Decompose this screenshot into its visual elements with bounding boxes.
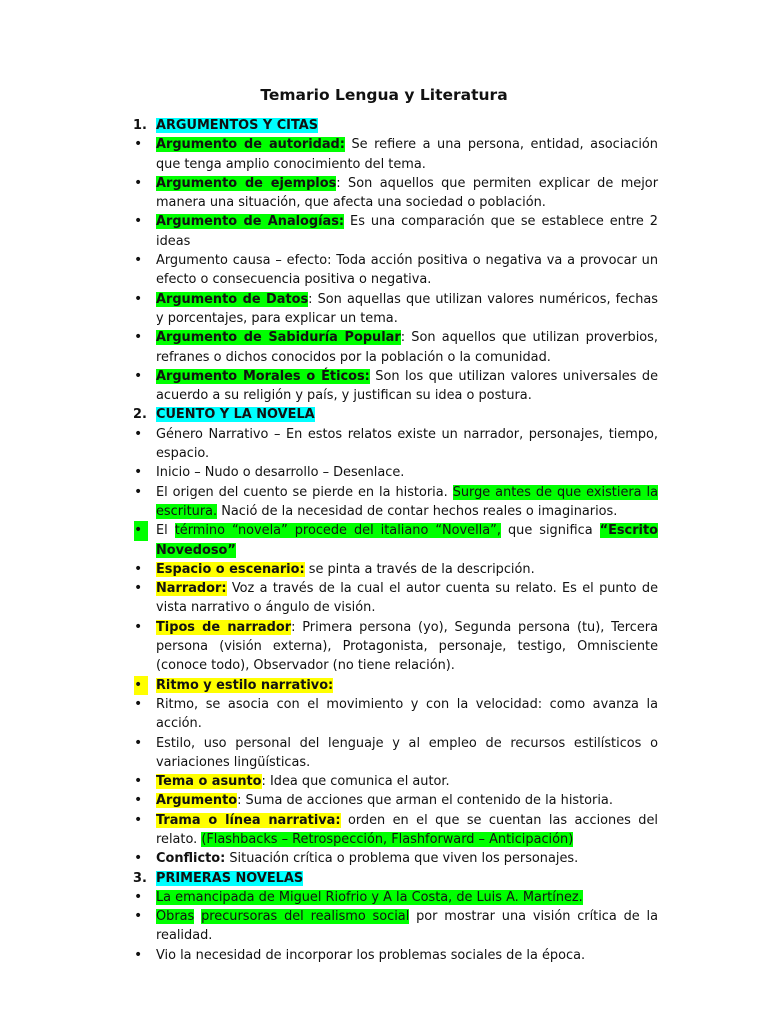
item-text: Vio la necesidad de incorporar los problemas sociales de la época. xyxy=(156,947,586,963)
list-item xyxy=(133,521,658,560)
section-heading-1 xyxy=(133,116,658,135)
section-title: ARGUMENTOS Y CITAS xyxy=(156,118,319,133)
term: Argumento de autoridad: xyxy=(156,137,345,153)
list-item xyxy=(133,907,658,946)
list-item xyxy=(133,328,658,367)
bullet-icon: • xyxy=(134,695,143,712)
bullet-icon: • xyxy=(134,811,143,828)
list-item xyxy=(133,367,658,406)
item-text: Son los que utilizan valores universales de acuerdo a su religión y país, y justifican su idea o postura. xyxy=(156,368,658,404)
term: Trama o línea narrativa: xyxy=(156,812,341,828)
item-text: orden en el que se cuentan las acciones del relato. xyxy=(156,812,658,847)
section-title: PRIMERAS NOVELAS xyxy=(156,870,304,886)
term: Argumento de ejemplos xyxy=(156,175,337,191)
list-item xyxy=(133,560,658,579)
item-text: por mostrar una visión crítica de la realidad. xyxy=(156,909,658,944)
term: Tema o asunto xyxy=(156,774,262,790)
term: Tipos de narrador xyxy=(156,619,292,635)
section-heading-3 xyxy=(133,869,658,888)
term: Argumento de Datos xyxy=(156,291,309,307)
list-item xyxy=(133,463,658,482)
bullet-icon: • xyxy=(134,850,143,867)
bullet-icon: • xyxy=(134,252,143,269)
bullet-icon: • xyxy=(134,888,143,905)
section-number: 2. xyxy=(133,407,147,423)
highlighted-text: Surge antes de que existiera la escritura. xyxy=(156,484,658,519)
item-text: : Suma de acciones que arman el contenido de la historia. xyxy=(237,793,613,809)
item-text: Situación crítica o problema que viven los personajes. xyxy=(225,851,579,867)
highlighted-text: término “novela” procede del italiano “Novella”, xyxy=(174,523,501,539)
list-item xyxy=(133,483,658,522)
term: Argumento de Sabiduría Popular xyxy=(156,330,401,346)
item-text: Ritmo, se asocia con el movimiento y con la velocidad: como avanza la acción. xyxy=(156,696,658,732)
item-text: : Son aquellas que utilizan valores numéricos, fechas y porcentajes, para explicar un tema. xyxy=(156,291,658,326)
item-text: que significa xyxy=(500,523,600,539)
bullet-icon: • xyxy=(134,560,143,577)
section-title: CUENTO Y LA NOVELA xyxy=(156,407,315,423)
highlighted-text: precursoras del realismo social xyxy=(201,909,410,925)
term: Narrador: xyxy=(156,581,227,597)
bullet-icon: • xyxy=(134,174,143,191)
list-item xyxy=(133,695,658,734)
term: Conflicto: xyxy=(156,851,226,867)
item-text: El xyxy=(156,523,175,539)
bullet-icon: • xyxy=(134,792,143,809)
bullet-icon: • xyxy=(134,136,143,153)
item-text: Nació de la necesidad de contar hechos reales o imaginarios. xyxy=(217,503,618,519)
bullet-icon: • xyxy=(134,676,148,695)
list-item xyxy=(133,811,658,850)
list-item xyxy=(133,174,658,213)
term: Ritmo y estilo narrativo: xyxy=(156,677,334,693)
bullet-icon: • xyxy=(134,618,143,635)
list-item xyxy=(133,251,658,290)
bullet-icon: • xyxy=(134,367,143,384)
bullet-icon: • xyxy=(134,464,143,481)
list-item xyxy=(133,212,658,251)
bullet-icon: • xyxy=(134,773,143,790)
list-item xyxy=(133,676,658,695)
highlighted-text: Obras xyxy=(156,909,195,925)
bullet-icon: • xyxy=(134,483,143,500)
list-item xyxy=(133,135,658,174)
bullet-icon: • xyxy=(134,580,143,597)
section-heading-2 xyxy=(133,405,658,424)
bullet-icon: • xyxy=(134,329,143,346)
term: Argumento de Analogías: xyxy=(156,214,345,230)
highlighted-text: La emancipada de Miguel Riofrio y A la Costa, de Luis A. Martínez. xyxy=(156,889,583,905)
bullet-icon: • xyxy=(134,521,148,540)
section-number: 1. xyxy=(133,118,147,133)
list-item xyxy=(133,290,658,329)
item-text: : Idea que comunica el autor. xyxy=(261,774,450,790)
item-text: : Primera persona (yo), Segunda persona (tu), Tercera persona (visión externa), Protagonista, personaje, testigo, Omnisciente (conoce todo), Observador (no tiene relación). xyxy=(156,619,658,674)
document-body xyxy=(133,116,658,965)
bullet-icon: • xyxy=(134,213,143,230)
highlighted-term: “Escrito Novedoso” xyxy=(156,523,658,558)
item-text: Voz a través de la cual el autor cuenta su relato. Es el punto de vista narrativo o ángulo de visión. xyxy=(156,581,658,616)
item-text: : Son aquellos que utilizan proverbios, refranes o dichos conocidos por la población o la comunidad. xyxy=(156,330,658,365)
term: Espacio o escenario: xyxy=(156,561,305,577)
item-text: Estilo, uso personal del lenguaje y al empleo de recursos estilísticos o variaciones lingüísticas. xyxy=(156,735,658,770)
highlighted-text: (Flashbacks – Retrospección, Flashforward – Anticipación) xyxy=(201,831,574,847)
list-item xyxy=(133,849,658,868)
bullet-icon: • xyxy=(134,290,143,307)
bullet-icon: • xyxy=(134,425,143,442)
list-item xyxy=(133,618,658,676)
list-item xyxy=(133,791,658,810)
item-text: Género Narrativo – En estos relatos existe un narrador, personajes, tiempo, espacio. xyxy=(156,426,658,462)
item-text: Es una comparación que se establece entre 2 ideas xyxy=(156,214,658,249)
item-text: El origen del cuento se pierde en la historia. xyxy=(156,484,453,500)
item-text: : Son aquellos que permiten explicar de mejor manera una situación, que afecta una sociedad o población. xyxy=(156,175,658,211)
list-item xyxy=(133,425,658,464)
item-text: Se refiere a una persona, entidad, asociación que tenga amplio conocimiento del tema. xyxy=(156,137,658,172)
section-number: 3. xyxy=(133,870,147,886)
bullet-icon: • xyxy=(134,734,143,751)
page-title: Temario Lengua y Literatura xyxy=(260,86,508,104)
term: Argumento xyxy=(156,793,238,809)
list-item xyxy=(133,579,658,618)
list-item xyxy=(133,772,658,791)
bullet-icon: • xyxy=(134,908,143,925)
list-item xyxy=(133,734,658,773)
item-text: Argumento causa – efecto: Toda acción positiva o negativa va a provocar un efecto o consecuencia positiva o negativa. xyxy=(156,253,658,288)
item-text: Inicio – Nudo o desarrollo – Desenlace. xyxy=(156,465,405,481)
item-text: se pinta a través de la descripción. xyxy=(304,561,535,577)
bullet-icon: • xyxy=(134,946,143,963)
list-item xyxy=(133,888,658,907)
term: Argumento Morales o Éticos: xyxy=(156,368,370,384)
list-item xyxy=(133,946,658,965)
